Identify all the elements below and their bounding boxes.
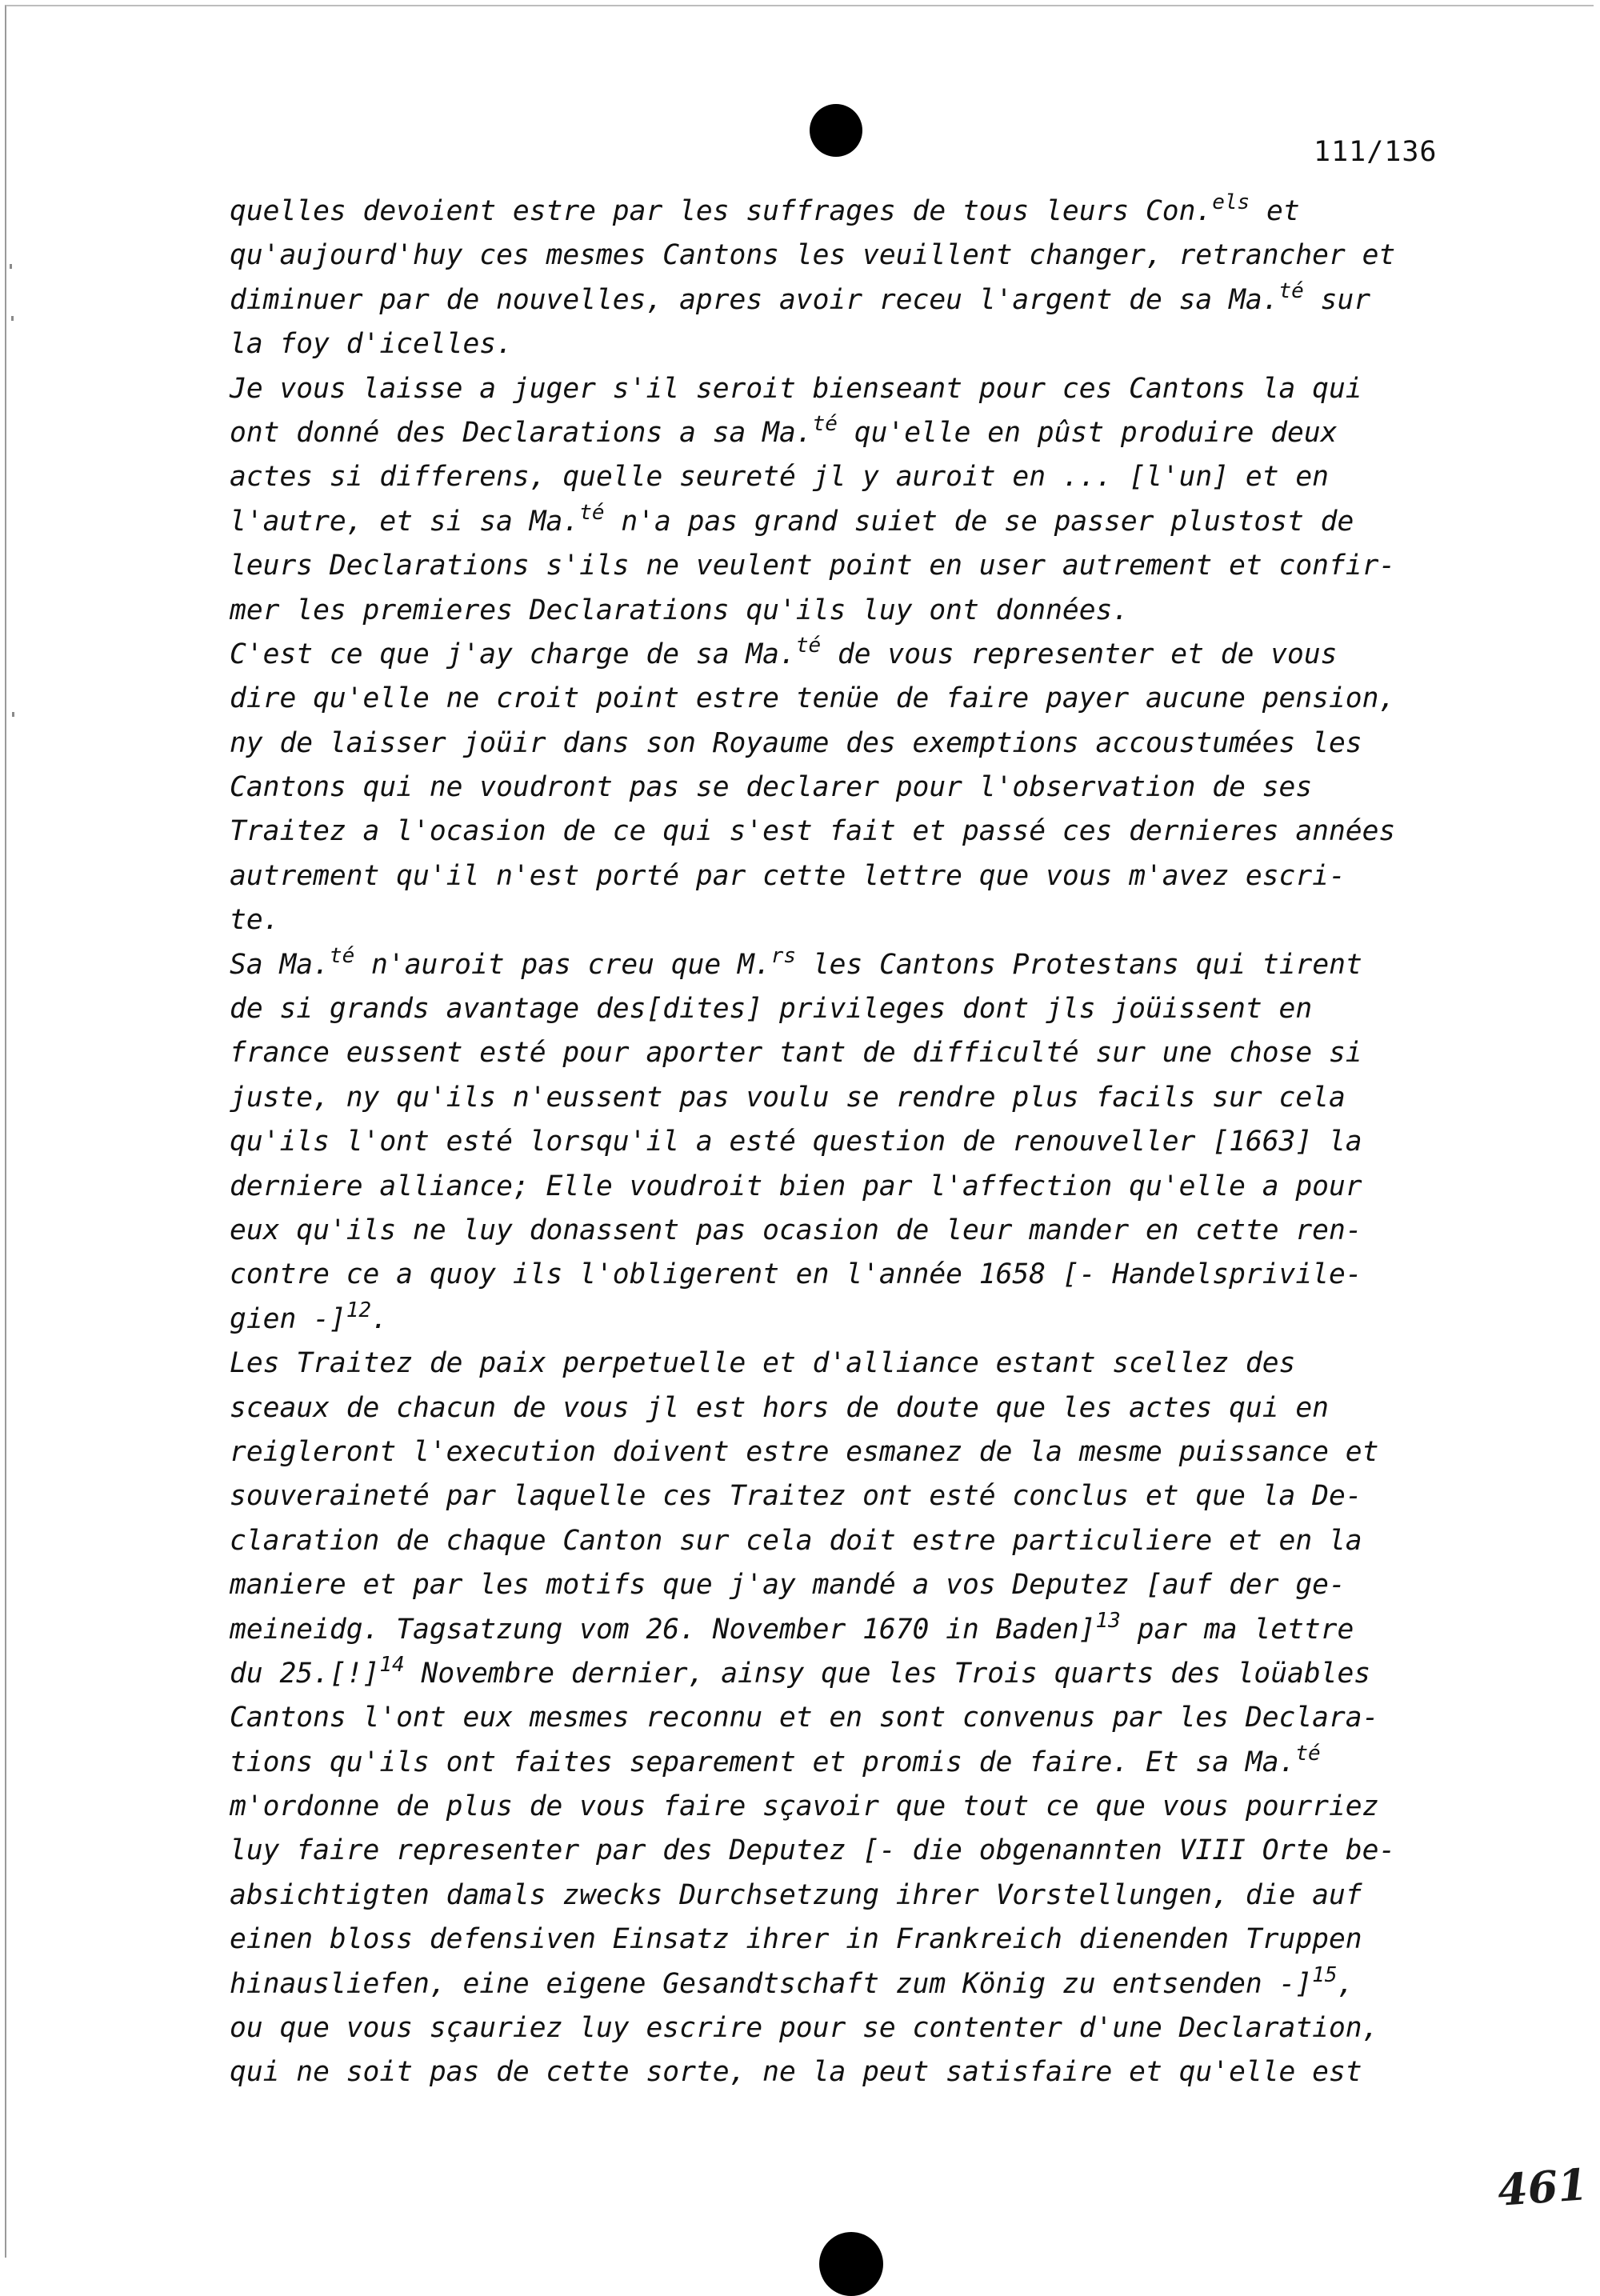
superscript: té xyxy=(579,500,605,525)
superscript: rs xyxy=(770,943,796,968)
text-run: , xyxy=(1337,1967,1354,2000)
text-line xyxy=(230,322,1478,366)
text-run: tions qu'ils ont faites separement et promis de faire. Et sa Ma. xyxy=(230,1746,1296,1778)
text-run: Novembre dernier, ainsy que les Trois quarts des loüables xyxy=(404,1657,1371,1690)
text-run: gien -] xyxy=(230,1302,346,1335)
text-line xyxy=(230,1430,1478,1474)
text-run: qu'aujourd'huy ces mesmes Cantons les veuillent changer, retrancher et xyxy=(230,239,1396,272)
text-line xyxy=(230,367,1478,411)
superscript: té xyxy=(329,943,355,968)
text-line xyxy=(230,1829,1478,1873)
text-run: par ma lettre xyxy=(1120,1613,1354,1646)
superscript: té xyxy=(1295,1741,1321,1766)
text-run: autrement qu'il n'est porté par cette lettre que vous m'avez escri- xyxy=(230,859,1346,892)
text-run: la foy d'icelles. xyxy=(230,328,513,361)
superscript: té xyxy=(795,633,822,658)
superscript: 12 xyxy=(346,1298,372,1322)
text-line xyxy=(230,722,1478,766)
text-line xyxy=(230,810,1478,854)
text-run: l'autre, et si sa Ma. xyxy=(230,505,580,538)
text-run: france eussent esté pour aporter tant de difficulté sur une chose si xyxy=(230,1037,1362,1070)
text-line xyxy=(230,544,1478,588)
punch-hole-mark xyxy=(810,104,862,157)
text-run: les Cantons Protestans qui tirent xyxy=(796,948,1362,981)
text-run: du 25.[!] xyxy=(230,1657,380,1690)
text-run: de si grands avantage des[dites] privileges dont jls joüissent en xyxy=(230,993,1313,1026)
text-run: Je vous laisse a juger s'il seroit bienseant pour ces Cantons la qui xyxy=(230,372,1362,405)
text-run: absichtigten damals zwecks Durchsetzung ihrer Vorstellungen, die auf xyxy=(230,1878,1362,1911)
text-run: quelles devoient estre par les suffrages de tous leurs Con. xyxy=(230,195,1213,227)
text-run: derniere alliance; Elle voudroit bien par l'affection qu'elle a pour xyxy=(230,1170,1362,1202)
text-run: souveraineté par laquelle ces Traitez ont esté conclus et que la De- xyxy=(230,1480,1362,1513)
text-line xyxy=(230,1474,1478,1518)
text-run: ny de laisser joüir dans son Royaume des exemptions accoustumées les xyxy=(230,726,1362,759)
text-run: Cantons l'ont eux mesmes reconnu et en sont convenus par les Declara- xyxy=(230,1702,1379,1734)
handwritten-folio-number: 461 xyxy=(1495,2158,1590,2216)
text-line xyxy=(230,2050,1478,2094)
text-line xyxy=(230,1563,1478,1607)
text-run: qu'elle en pûst produire deux xyxy=(837,416,1338,449)
text-run: ont donné des Declarations a sa Ma. xyxy=(230,416,813,449)
text-run: claration de chaque Canton sur cela doit estre particuliere et en la xyxy=(230,1524,1362,1557)
text-line xyxy=(230,1342,1478,1386)
text-line xyxy=(230,455,1478,499)
margin-speck xyxy=(10,264,12,269)
text-line xyxy=(230,854,1478,898)
text-line xyxy=(230,943,1478,987)
text-run: reigleront l'execution doivent estre esmanez de la mesme puissance et xyxy=(230,1435,1379,1468)
text-line xyxy=(230,278,1478,322)
text-run: meineidg. Tagsatzung vom 26. November 1670 in Baden] xyxy=(230,1613,1096,1646)
text-run: diminuer par de nouvelles, apres avoir receu l'argent de sa Ma. xyxy=(230,283,1279,316)
text-run: Les Traitez de paix perpetuelle et d'alliance estant scellez des xyxy=(230,1347,1296,1380)
text-run: Traitez a l'ocasion de ce qui s'est fait et passé ces dernieres années xyxy=(230,815,1396,848)
text-line xyxy=(230,1519,1478,1563)
text-line xyxy=(230,1298,1478,1342)
text-line xyxy=(230,1165,1478,1209)
text-run: eux qu'ils ne luy donassent pas ocasion de leur mander en cette ren- xyxy=(230,1214,1362,1246)
text-run: de vous representer et de vous xyxy=(821,638,1338,670)
text-run: . xyxy=(371,1302,388,1335)
text-run: contre ce a quoy ils l'obligerent en l'année 1658 [- Handelsprivile- xyxy=(230,1258,1362,1291)
text-line xyxy=(230,500,1478,544)
superscript: té xyxy=(812,411,838,436)
text-run: qui ne soit pas de cette sorte, ne la peut satisfaire et qu'elle est xyxy=(230,2056,1362,2089)
text-line xyxy=(230,190,1478,234)
punch-hole-mark-bottom xyxy=(819,2232,883,2296)
text-line xyxy=(230,1785,1478,1829)
text-line xyxy=(230,987,1478,1031)
text-run: mer les premieres Declarations qu'ils luy ont données. xyxy=(230,594,1130,626)
text-run: n'auroit pas creu que M. xyxy=(354,948,771,981)
text-run: te. xyxy=(230,904,280,937)
text-line xyxy=(230,1209,1478,1253)
text-line xyxy=(230,1696,1478,1740)
text-line xyxy=(230,1386,1478,1430)
margin-speck xyxy=(12,712,14,717)
text-line xyxy=(230,1741,1478,1785)
text-line xyxy=(230,766,1478,810)
text-line xyxy=(230,1874,1478,1918)
text-line xyxy=(230,677,1478,721)
text-line xyxy=(230,1608,1478,1652)
margin-speck xyxy=(11,316,14,321)
text-line xyxy=(230,2006,1478,2050)
text-run: sceaux de chacun de vous jl est hors de doute que les actes qui en xyxy=(230,1391,1329,1424)
text-run: Cantons qui ne voudront pas se declarer pour l'observation de ses xyxy=(230,771,1313,804)
document-body xyxy=(230,190,1478,2095)
text-run: qu'ils l'ont esté lorsqu'il a esté question de renouveller [1663] la xyxy=(230,1126,1362,1158)
text-line xyxy=(230,1918,1478,1962)
superscript: té xyxy=(1278,278,1304,303)
text-run: sur xyxy=(1303,283,1371,316)
text-run: maniere et par les motifs que j'ay mandé a vos Deputez [auf der ge- xyxy=(230,1569,1346,1602)
superscript: 13 xyxy=(1095,1608,1121,1633)
text-line xyxy=(230,234,1478,278)
text-run: leurs Declarations s'ils ne veulent point en user autrement et confir- xyxy=(230,550,1396,582)
text-run: actes si differens, quelle seureté jl y auroit en ... [l'un] et en xyxy=(230,461,1329,494)
text-line xyxy=(230,1253,1478,1297)
text-line xyxy=(230,589,1478,633)
superscript: 14 xyxy=(379,1652,405,1677)
text-run: et xyxy=(1250,195,1300,227)
text-run: juste, ny qu'ils n'eussent pas voulu se rendre plus facils sur cela xyxy=(230,1081,1346,1114)
text-line xyxy=(230,1652,1478,1696)
text-line xyxy=(230,633,1478,677)
text-run: hinausliefen, eine eigene Gesandtschaft zum König zu entsenden -] xyxy=(230,1967,1313,2000)
text-run: C'est ce que j'ay charge de sa Ma. xyxy=(230,638,796,670)
text-run: dire qu'elle ne croit point estre tenüe de faire payer aucune pension, xyxy=(230,682,1396,715)
text-run: einen bloss defensiven Einsatz ihrer in Frankreich dienenden Truppen xyxy=(230,1923,1362,1956)
text-line xyxy=(230,1962,1478,2006)
text-line xyxy=(230,1031,1478,1075)
text-line xyxy=(230,1076,1478,1120)
text-run: ou que vous sçauriez luy escrire pour se contenter d'une Declaration, xyxy=(230,2012,1379,2045)
superscript: 15 xyxy=(1312,1962,1338,1987)
text-run: n'a pas grand suiet de se passer plustost de xyxy=(604,505,1354,538)
text-run: luy faire representer par des Deputez [- die obgenannten VIII Orte be- xyxy=(230,1834,1396,1867)
page-number: 111/136 xyxy=(1314,136,1438,168)
text-line xyxy=(230,898,1478,942)
text-run: m'ordonne de plus de vous faire sçavoir que tout ce que vous pourriez xyxy=(230,1790,1379,1823)
text-line xyxy=(230,1120,1478,1164)
text-line xyxy=(230,411,1478,455)
superscript: els xyxy=(1212,190,1250,214)
text-run: Sa Ma. xyxy=(230,948,330,981)
